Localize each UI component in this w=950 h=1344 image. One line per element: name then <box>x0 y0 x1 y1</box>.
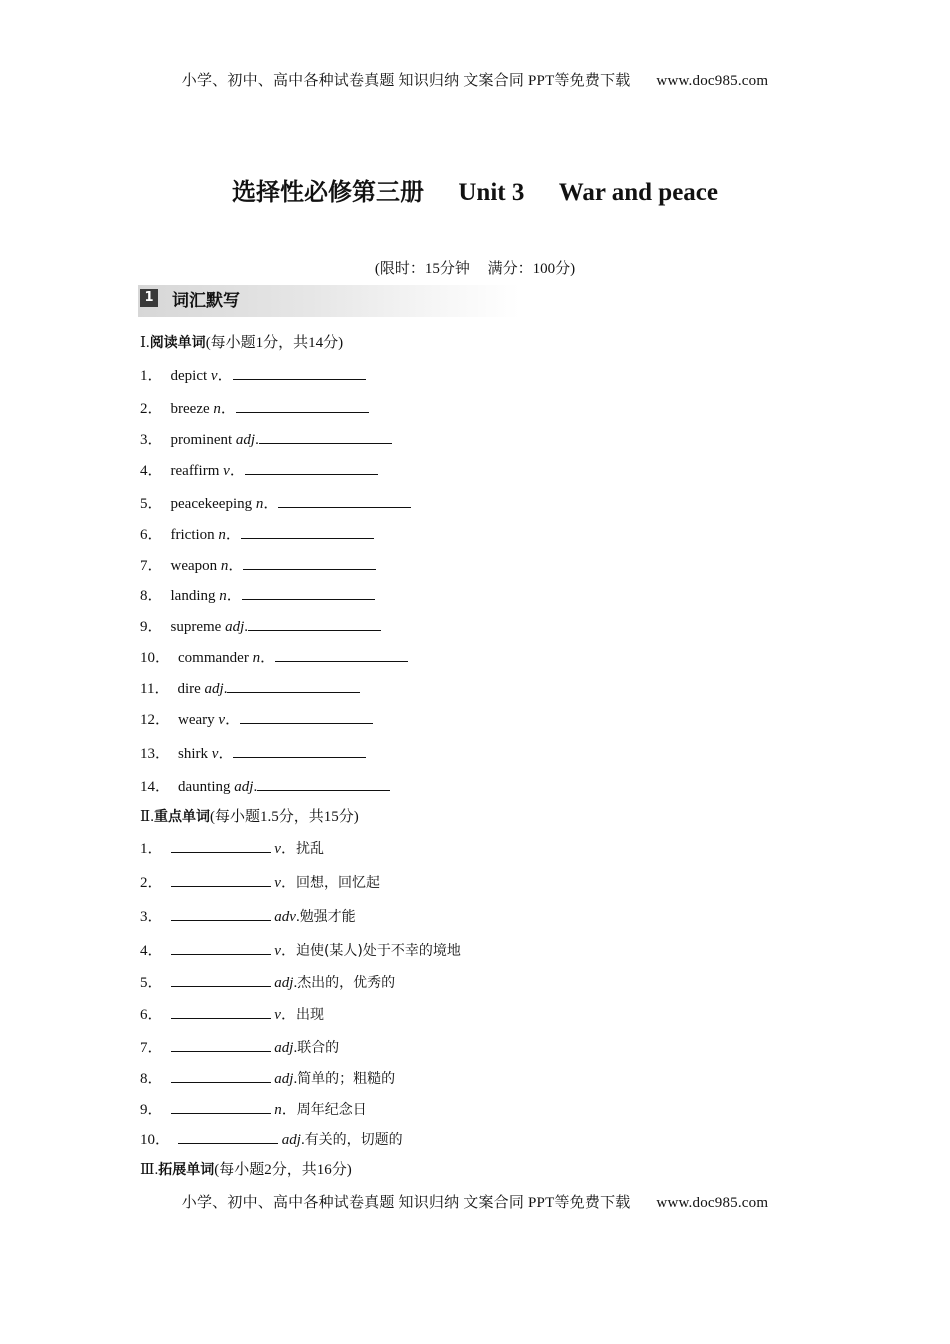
item-sep: ． <box>229 463 245 479</box>
reading-word-item <box>140 397 369 418</box>
reading-word-item <box>140 646 408 667</box>
item-pos: adj <box>225 619 245 635</box>
answer-blank[interactable] <box>233 743 366 758</box>
section-1-title: Ⅰ.阅读单词(每小题1分，共14分) <box>140 335 344 351</box>
answer-blank[interactable] <box>171 906 271 921</box>
section-3-title: Ⅲ.拓展单词(每小题2分，共16分) <box>140 1162 352 1178</box>
reading-word-item <box>140 742 366 763</box>
item-sep: . <box>293 1071 298 1087</box>
item-sep: ． <box>280 1007 296 1023</box>
answer-blank[interactable] <box>171 1099 271 1114</box>
full-score: 满分：100分) <box>487 261 576 277</box>
item-pos: adj <box>274 975 294 991</box>
item-number: 2． <box>140 875 163 891</box>
answer-blank[interactable] <box>171 872 271 887</box>
reading-word-item <box>140 459 378 480</box>
item-sep: . <box>295 909 300 925</box>
item-pos: v <box>274 1007 281 1023</box>
item-word: daunting <box>178 779 231 795</box>
key-word-item <box>140 837 324 858</box>
reading-word-item <box>140 554 376 575</box>
section-1-heading: 阅读单词 <box>149 335 206 351</box>
footer-url[interactable]: www.doc985.com <box>656 1195 769 1211</box>
reading-word-item <box>140 492 411 513</box>
item-pos: n <box>255 496 264 512</box>
reading-word-item <box>140 708 373 729</box>
item-pos: adv <box>274 909 296 925</box>
answer-blank[interactable] <box>241 524 374 539</box>
item-sep: . <box>293 975 298 991</box>
item-word: shirk <box>178 746 209 762</box>
item-meaning: 周年纪念日 <box>296 1102 367 1118</box>
answer-blank[interactable] <box>171 1037 271 1052</box>
answer-blank[interactable] <box>259 429 392 444</box>
key-word-item <box>140 1098 367 1119</box>
reading-word-item <box>140 615 381 636</box>
item-word: landing <box>170 588 216 604</box>
item-word: supreme <box>170 619 222 635</box>
page-footer <box>0 1191 950 1212</box>
answer-blank[interactable] <box>171 1068 271 1083</box>
item-meaning: 出现 <box>295 1007 324 1023</box>
answer-blank[interactable] <box>236 398 369 413</box>
key-word-item <box>140 905 356 926</box>
item-sep: ． <box>226 588 242 604</box>
title-cn: 选择性必修第三册 <box>232 178 425 206</box>
answer-blank[interactable] <box>178 1129 278 1144</box>
item-sep: ． <box>281 1102 297 1118</box>
time-limit: (限时：15分钟 <box>374 261 470 277</box>
item-word: dire <box>177 681 201 697</box>
item-pos: v <box>274 875 281 891</box>
item-number: 9． <box>140 1102 163 1118</box>
page-title <box>0 172 950 207</box>
answer-blank[interactable] <box>278 493 411 508</box>
item-number: 1． <box>140 841 163 857</box>
item-sep: . <box>293 1040 298 1056</box>
item-number: 6． <box>140 1007 163 1023</box>
item-meaning: 迫使(某人)处于不幸的境地 <box>295 943 461 959</box>
section-3-note: (每小题2分，共16分) <box>214 1162 352 1178</box>
item-pos: n <box>274 1102 282 1118</box>
section-1-note: (每小题1分，共14分) <box>205 335 344 351</box>
answer-blank[interactable] <box>171 838 271 853</box>
reading-word-item <box>140 428 392 449</box>
section-3-heading: 拓展单词 <box>158 1162 215 1178</box>
item-sep: . <box>253 779 258 795</box>
reading-word-item <box>140 775 390 796</box>
exam-meta <box>0 257 950 278</box>
banner-label: 词汇默写 <box>172 291 240 311</box>
reading-word-item <box>140 584 375 605</box>
header-url[interactable]: www.doc985.com <box>656 73 769 89</box>
item-number: 8． <box>140 1071 163 1087</box>
reading-word-item <box>140 523 374 544</box>
item-number: 11． <box>140 681 170 697</box>
answer-blank[interactable] <box>257 776 390 791</box>
item-pos: n <box>219 588 227 604</box>
item-pos: v <box>274 841 281 857</box>
item-sep: ． <box>217 368 233 384</box>
section-2-note: (每小题1.5分，共15分) <box>209 809 359 825</box>
item-word: breeze <box>170 401 210 417</box>
answer-blank[interactable] <box>227 678 360 693</box>
item-sep: ． <box>280 875 296 891</box>
item-pos: n <box>218 527 226 543</box>
item-number: 7． <box>140 558 163 574</box>
item-sep: ． <box>263 496 279 512</box>
item-pos: n <box>213 401 221 417</box>
item-sep: ． <box>225 527 241 543</box>
item-number: 1． <box>140 368 163 384</box>
item-sep: . <box>300 1132 305 1148</box>
item-sep: ． <box>220 401 236 417</box>
item-word: weary <box>178 712 215 728</box>
item-word: prominent <box>170 432 233 448</box>
item-number: 4． <box>140 943 163 959</box>
item-pos: v <box>223 463 230 479</box>
item-number: 5． <box>140 975 163 991</box>
key-word-item <box>140 939 461 960</box>
item-meaning: 杰出的，优秀的 <box>297 975 396 991</box>
item-meaning: 有关的，切题的 <box>304 1132 403 1148</box>
item-sep: . <box>223 681 228 697</box>
item-number: 14． <box>140 779 171 795</box>
item-word: peacekeeping <box>170 496 253 512</box>
item-pos: n <box>252 650 261 666</box>
item-pos: adj <box>274 1071 294 1087</box>
item-meaning: 回想，回忆起 <box>295 875 380 891</box>
key-word-item <box>140 971 395 992</box>
item-word: weapon <box>170 558 218 574</box>
key-word-item <box>140 1067 395 1088</box>
item-sep: ． <box>218 746 234 762</box>
item-meaning: 联合的 <box>297 1040 340 1056</box>
footer-text: 小学、初中、高中各种试卷真题 知识归纳 文案合同 PPT等免费下载 <box>181 1195 631 1211</box>
item-number: 5． <box>140 496 163 512</box>
item-sep: . <box>244 619 249 635</box>
item-word: commander <box>178 650 249 666</box>
item-number: 10． <box>140 1132 171 1148</box>
item-sep: . <box>255 432 259 448</box>
item-meaning: 扰乱 <box>295 841 324 857</box>
item-word: depict <box>170 368 208 384</box>
section-2-title: Ⅱ.重点单词(每小题1.5分，共15分) <box>140 809 359 825</box>
item-pos: v <box>210 368 218 384</box>
item-word: friction <box>170 527 215 543</box>
item-number: 12． <box>140 712 171 728</box>
item-pos: adj <box>274 1040 294 1056</box>
answer-blank[interactable] <box>245 460 378 475</box>
answer-blank[interactable] <box>240 709 373 724</box>
section-2-heading: 重点单词 <box>153 809 210 825</box>
item-sep: ． <box>260 650 276 666</box>
key-word-item <box>140 1003 324 1024</box>
item-number: 2． <box>140 401 163 417</box>
item-number: 4． <box>140 463 163 479</box>
answer-blank[interactable] <box>242 585 375 600</box>
answer-blank[interactable] <box>171 1004 271 1019</box>
item-number: 7． <box>140 1040 163 1056</box>
answer-blank[interactable] <box>275 647 408 662</box>
key-word-item <box>140 871 380 892</box>
item-sep: ． <box>280 943 296 959</box>
item-number: 6． <box>140 527 163 543</box>
item-pos: v <box>274 943 281 959</box>
reading-word-item <box>140 677 360 698</box>
item-number: 3． <box>140 432 163 448</box>
item-pos: adj <box>281 1132 301 1148</box>
item-number: 9． <box>140 619 163 635</box>
item-sep: ． <box>228 558 244 574</box>
item-number: 3． <box>140 909 163 925</box>
item-pos: adj <box>204 681 224 697</box>
page-header <box>0 69 950 90</box>
item-word: reaffirm <box>170 463 220 479</box>
item-number: 8． <box>140 588 163 604</box>
answer-blank[interactable] <box>171 972 271 987</box>
item-meaning: 简单的；粗糙的 <box>297 1071 396 1087</box>
answer-blank[interactable] <box>243 555 376 570</box>
item-number: 10． <box>140 650 171 666</box>
section-banner <box>138 285 520 317</box>
item-meaning: 勉强才能 <box>299 909 356 925</box>
reading-word-item <box>140 364 366 385</box>
header-text: 小学、初中、高中各种试卷真题 知识归纳 文案合同 PPT等免费下载 <box>181 73 631 89</box>
item-pos: v <box>218 712 226 728</box>
answer-blank[interactable] <box>233 365 366 380</box>
answer-blank[interactable] <box>248 616 381 631</box>
item-pos: n <box>220 558 229 574</box>
answer-blank[interactable] <box>171 940 271 955</box>
item-sep: ． <box>225 712 241 728</box>
key-word-item <box>140 1128 403 1149</box>
banner-number-icon: 1 <box>140 289 158 307</box>
item-pos: adj <box>234 779 254 795</box>
key-word-item <box>140 1036 339 1057</box>
item-pos: v <box>211 746 219 762</box>
item-sep: ． <box>280 841 296 857</box>
title-topic: War and peace <box>558 179 718 206</box>
title-unit: Unit 3 <box>458 179 525 206</box>
item-number: 13． <box>140 746 171 762</box>
item-pos: adj <box>235 432 256 448</box>
